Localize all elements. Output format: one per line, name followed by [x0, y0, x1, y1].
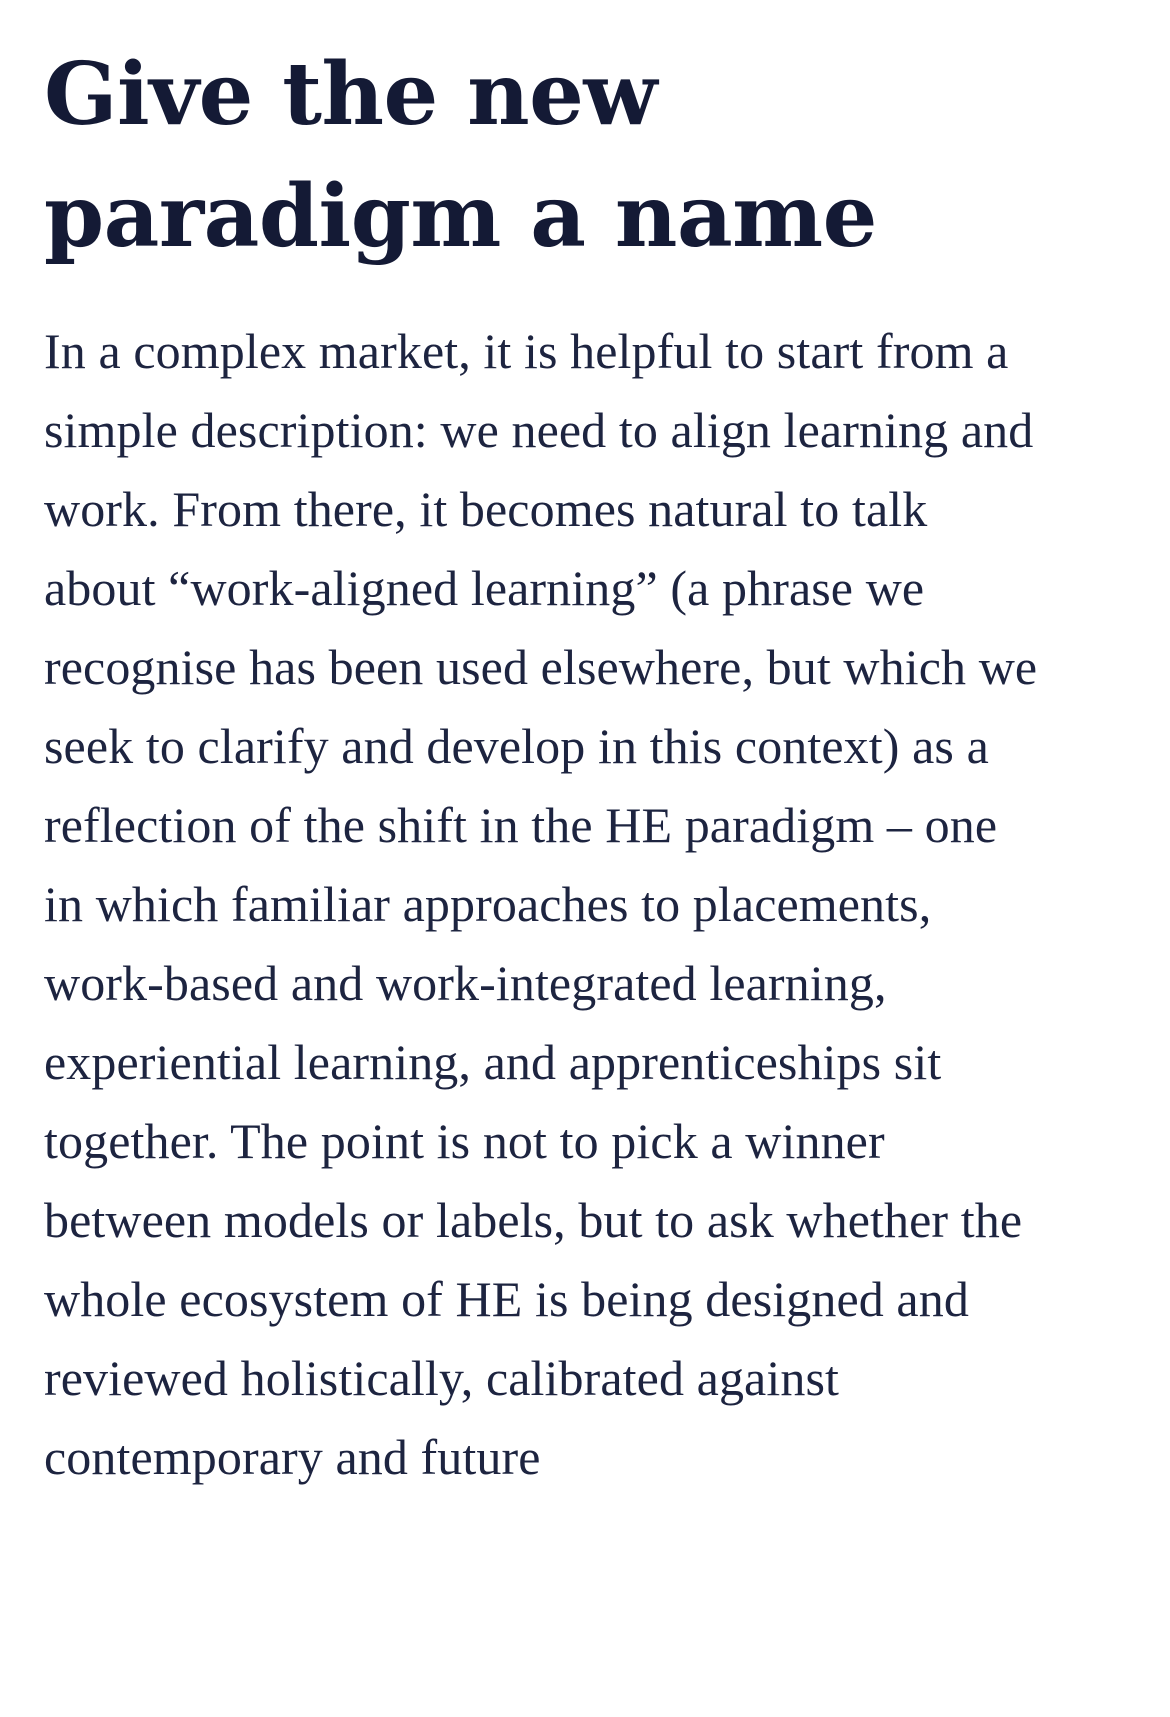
page-title: Give the new paradigm a name	[44, 44, 877, 268]
bottom-fade-overlay	[0, 1647, 1170, 1717]
article-paragraph: In a complex market, it is helpful to start from a simple description: we need to align learning and work. From there, it becomes natural to talk about “work-aligned learning” (a phrase we recognise has been used elsewhere, but which we seek to clarify and develop in this context) as a reflection of the shift in the HE paradigm – one in which familiar approaches to placements, work-based and work-integrated learning, experiential learning, and apprenticeships sit together. The point is not to pick a winner between models or labels, but to ask whether the whole ecosystem of HE is being designed and reviewed holistically, calibrated against contemporary and future	[44, 323, 1038, 1486]
